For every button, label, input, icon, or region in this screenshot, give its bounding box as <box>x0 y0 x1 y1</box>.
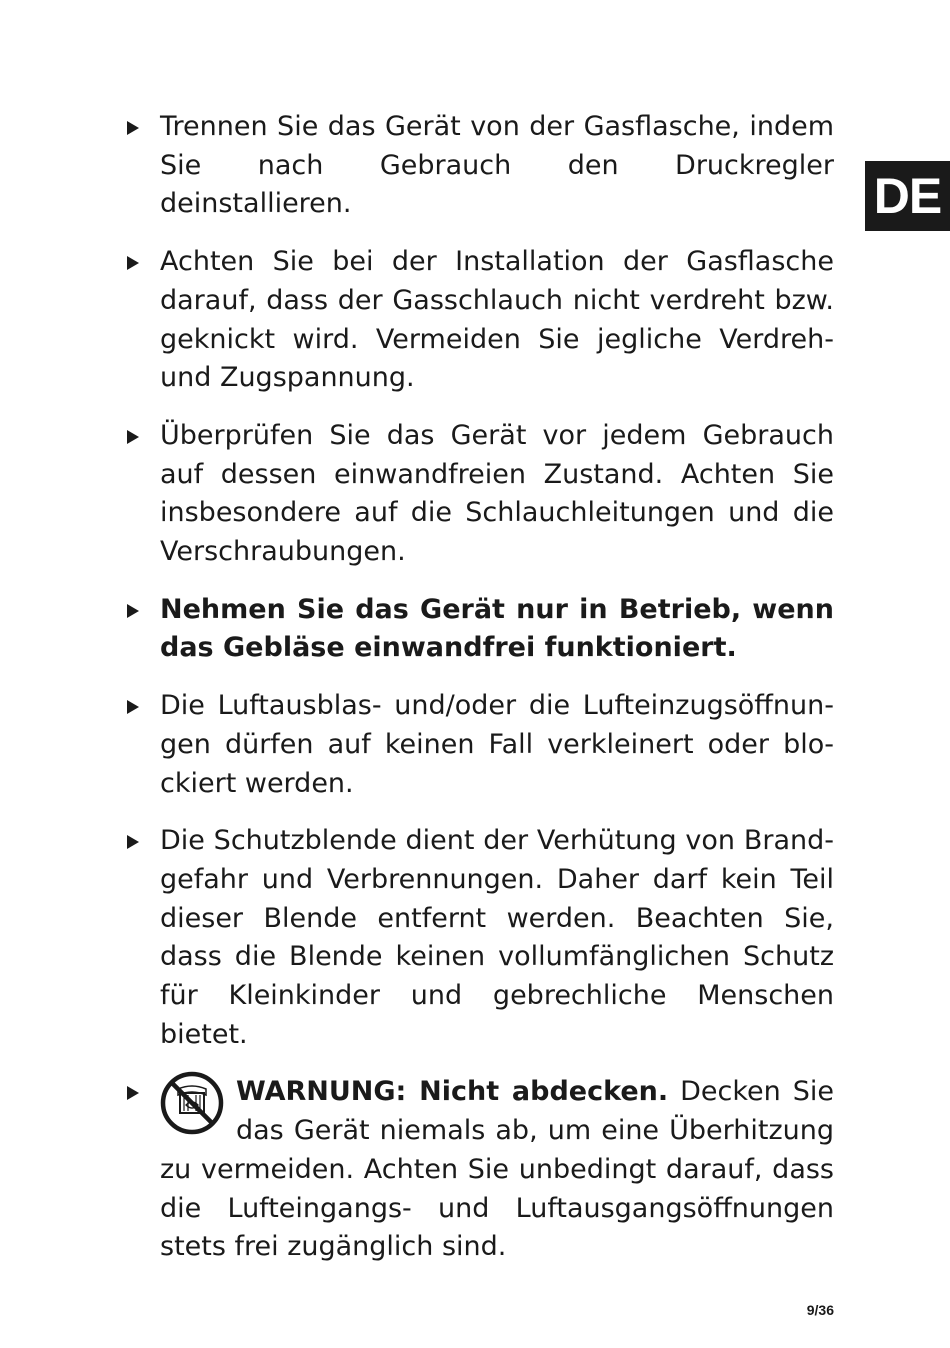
bullet-arrow-icon <box>127 256 139 270</box>
list-item <box>122 417 834 572</box>
list-item <box>122 108 834 224</box>
warning-title: WARNUNG: Nicht abdecken. <box>236 1076 669 1108</box>
language-tab: DE <box>865 161 950 231</box>
list-item-text: Die Luftausblas- und/oder die Lufteinzugsöffnungen dürfen auf keinen Fall verkleinert oder blockiert werden. <box>160 690 834 799</box>
list-item <box>122 243 834 398</box>
warning-item <box>122 1073 834 1267</box>
bullet-arrow-icon <box>127 835 139 849</box>
bullet-arrow-icon <box>127 121 139 135</box>
bullet-arrow-icon <box>127 1086 139 1100</box>
safety-instructions-list <box>122 108 834 1286</box>
list-item-text: Achten Sie bei der Installation der Gasflasche darauf, dass der Gasschlauch nicht verdreht bzw. geknickt wird. Vermeiden Sie jegliche Verdreh- und Zugspannung. <box>160 246 834 394</box>
warning-text: Decken Sie das Gerät niemals ab, um eine Überhitzung zu vermeiden. Achten Sie unbedingt darauf, dass die Lufteingangs- und Luftausgangsöffnungen stets frei zugänglich sind. <box>160 1076 834 1263</box>
list-item <box>122 687 834 803</box>
list-item-text: Die Schutzblende dient der Verhütung von Brandgefahr und Verbrennungen. Daher darf kein Teil dieser Blende entfernt werden. Beachten Sie, dass die Blende keinen vollumfänglichen Schutz für Kleinkinder und gebrechliche Menschen bietet. <box>160 825 834 1050</box>
list-item-text: Überprüfen Sie das Gerät vor jedem Gebrauch auf dessen einwandfreien Zustand. Achten Sie insbesondere auf die Schlauchleitungen und die Verschraubungen. <box>160 419 834 568</box>
page-number: 9/36 <box>806 1302 834 1318</box>
list-item <box>122 591 834 668</box>
list-item-text: Trennen Sie das Gerät von der Gasflasche, indem Sie nach Gebrauch den Druckregler deinstallieren. <box>160 111 834 220</box>
bullet-arrow-icon <box>127 700 139 714</box>
bullet-arrow-icon <box>127 430 139 444</box>
bullet-arrow-icon <box>127 604 139 618</box>
list-item <box>122 822 834 1054</box>
do-not-cover-icon <box>160 1071 224 1135</box>
list-item-text: Nehmen Sie das Gerät nur in Betrieb, wenn das Gebläse einwandfrei funktioniert. <box>160 593 834 664</box>
